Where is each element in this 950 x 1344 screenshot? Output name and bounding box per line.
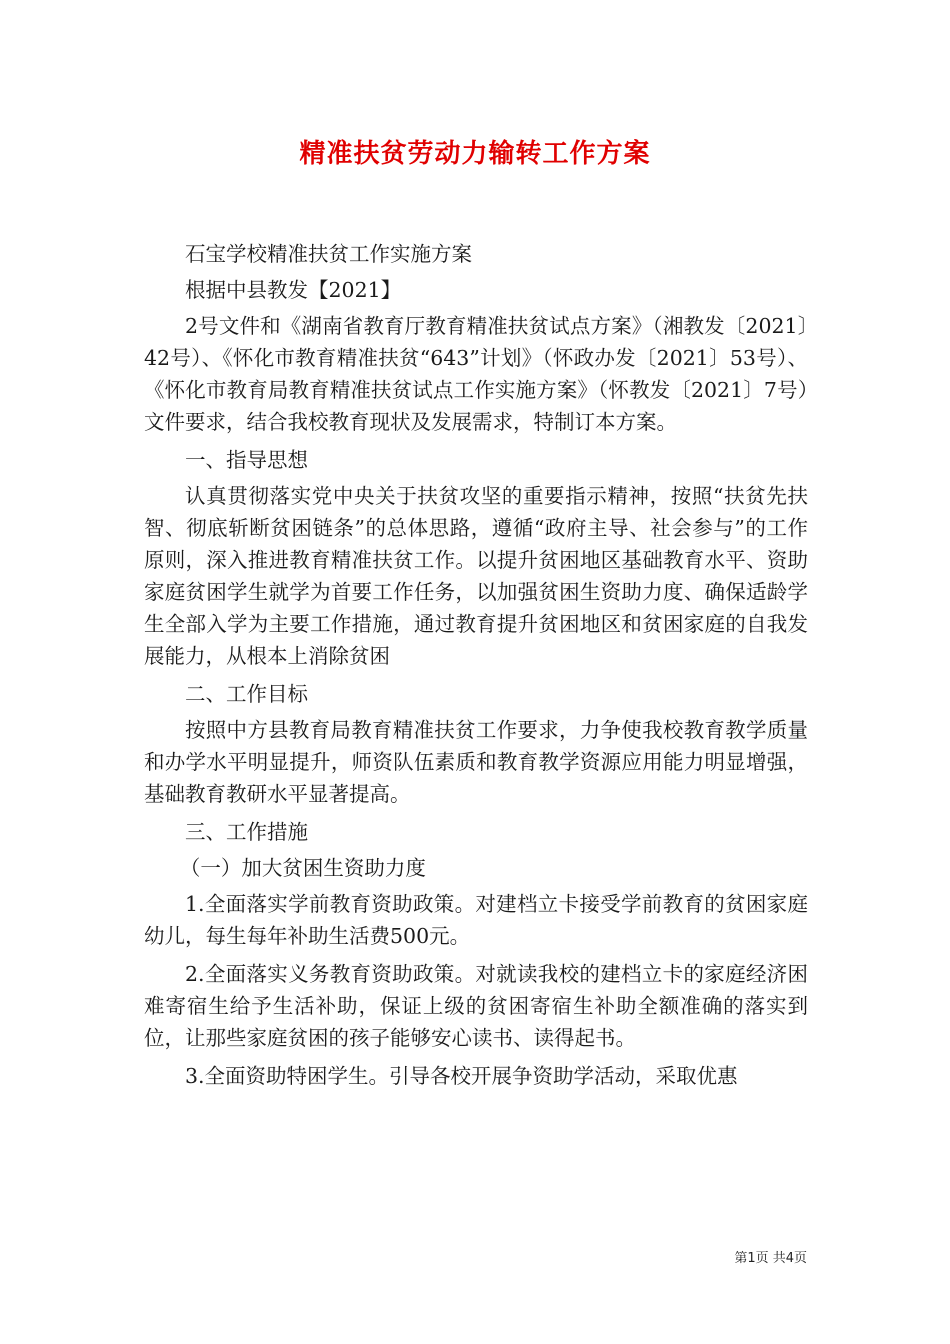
page-number: 第1页 共4页	[734, 1251, 807, 1266]
paragraph-subtitle: 石宝学校精准扶贫工作实施方案	[185, 242, 472, 266]
heading-guiding-ideology: 一、指导思想	[185, 448, 308, 472]
document-title: 精准扶贫劳动力输转工作方案	[299, 139, 651, 169]
paragraph-measure-3: 3.全面资助特困学生。引导各校开展争资助学活动，采取优惠	[185, 1064, 738, 1088]
heading-work-measures: 三、工作措施	[185, 820, 308, 844]
paragraph-guiding-ideology: 认真贯彻落实党中央关于扶贫攻坚的重要指示精神，按照“扶贫先扶智、彻底斩断贫困链条”的总体思路，遵循“政府主导、社会参与”的工作原则，深入推进教育精准扶贫工作。以提升贫困地区基础教育水平、资助家庭贫困学生就学为首要工作任务，以加强贫困生资助力度、确保适龄学生全部入学为主要工作措施，通过教育提升贫困地区和贫困家庭的自我发展能力，从根本上消除贫困	[144, 484, 808, 668]
subheading-subsidy: （一）加大贫困生资助力度	[179, 856, 426, 880]
paragraph-basis: 根据中县教发【2021】	[185, 278, 402, 302]
document-body	[144, 238, 808, 1098]
paragraph-work-goals: 按照中方县教育局教育精准扶贫工作要求，力争使我校教育教学质量和办学水平明显提升，师资队伍素质和教育教学资源应用能力明显增强，基础教育教研水平显著提高。	[144, 718, 808, 806]
paragraph-documents: 2号文件和《湖南省教育厅教育精准扶贫试点方案》（湘教发〔2021〕42号）、《怀化市教育精准扶贫“643”计划》（怀政办发〔2021〕53号）、《怀化市教育局教育精准扶贫试点工作实施方案》（怀教发〔2021〕7号）文件要求，结合我校教育现状及发展需求，特制订本方案。	[144, 314, 808, 434]
paragraph-measure-1: 1.全面落实学前教育资助政策。对建档立卡接受学前教育的贫困家庭幼儿，每生每年补助生活费500元。	[144, 892, 808, 948]
heading-work-goals: 二、工作目标	[185, 682, 308, 706]
paragraph-measure-2: 2.全面落实义务教育资助政策。对就读我校的建档立卡的家庭经济困难寄宿生给予生活补助，保证上级的贫困寄宿生补助全额准确的落实到位，让那些家庭贫困的孩子能够安心读书、读得起书。	[144, 962, 808, 1050]
